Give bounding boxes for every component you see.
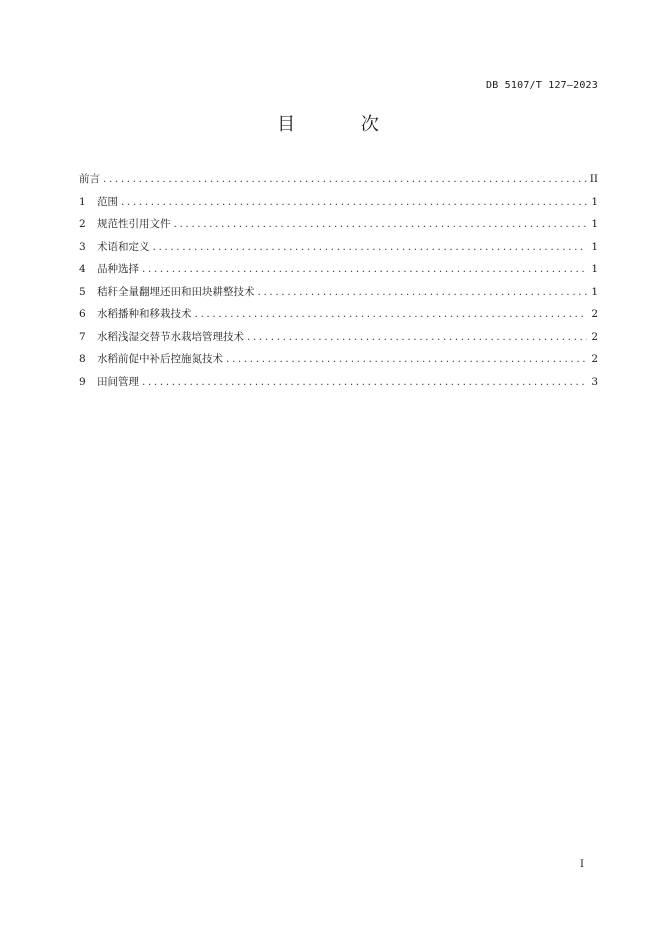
toc-entry-label: 水稻前促中补后控施氮技术 [97,353,223,365]
toc-entry-4[interactable] [79,261,598,284]
toc-entry-number: 3 [79,240,86,253]
toc-entry-label: 术语和定义 [97,240,150,253]
toc-entry-6[interactable] [79,306,598,329]
toc-entry-label: 水稻浅湿交替节水栽培管理技术 [97,330,244,343]
toc-entry-foreword[interactable] [79,171,598,194]
toc-leader-dots [247,331,587,343]
toc-entry-label: 田间管理 [97,375,139,388]
page-title: 目 次 [277,114,409,135]
toc-entry-9[interactable] [79,374,598,397]
toc-entry-7[interactable] [79,329,598,352]
toc-entry-page: 2 [591,330,598,343]
toc-leader-dots [174,218,588,230]
toc-entry-number: 4 [79,263,86,275]
toc-entry-label: 规范性引用文件 [97,218,171,230]
toc-entry-number: 8 [79,353,86,365]
toc-entry-5[interactable] [79,284,598,307]
toc-entry-page: 3 [591,375,598,388]
toc-leader-dots [142,263,587,275]
toc-entry-3[interactable] [79,239,598,262]
toc-entry-number: 1 [79,195,86,208]
toc-entry-page: 1 [591,240,598,253]
toc-leader-dots [121,196,587,208]
toc-leader-dots [195,308,588,320]
toc-leader-dots [226,353,587,365]
toc-entry-label: 水稻播种和移栽技术 [97,308,192,320]
toc-entry-page: 1 [591,285,598,298]
toc-entry-2[interactable] [79,216,598,239]
toc-entry-label: 范围 [97,195,118,208]
toc-entry-number: 2 [79,218,86,230]
toc-entry-page: 1 [591,195,598,208]
toc-leader-dots [142,376,587,388]
toc-entry-number: 7 [79,330,86,343]
page-number: I [580,859,584,870]
table-of-contents [79,171,598,396]
toc-entry-label: 品种选择 [97,263,139,275]
toc-leader-dots [258,286,588,298]
toc-leader-dots [103,173,587,185]
toc-entry-label: 秸秆全量翻埋还田和田块耕整技术 [97,285,255,298]
toc-entry-1[interactable] [79,194,598,217]
toc-entry-number: 9 [79,375,86,388]
toc-leader-dots [153,241,588,253]
toc-entry-page: 1 [591,218,598,230]
toc-entry-page: 1 [591,263,598,275]
document-code: DB 5107/T 127—2023 [486,80,598,91]
toc-entry-number: 5 [79,285,86,298]
toc-entry-8[interactable] [79,351,598,374]
toc-entry-page: 2 [591,308,598,320]
toc-entry-number: 6 [79,308,86,320]
toc-entry-label: 前言 [79,173,100,185]
toc-entry-page: II [589,173,598,185]
toc-entry-page: 2 [591,353,598,365]
